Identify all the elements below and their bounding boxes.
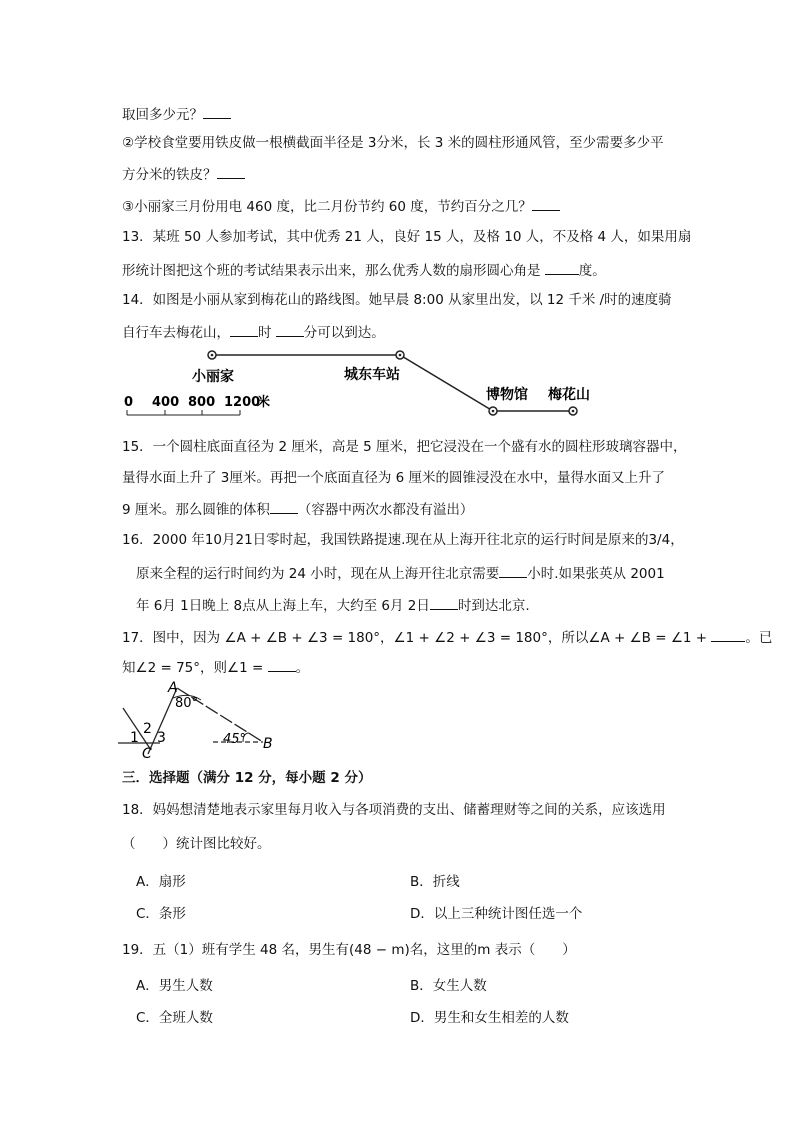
q18-option-b[interactable]: B．折线 [410, 874, 460, 890]
q15-line-1: 15．一个圆柱底面直径为 2 厘米，高是 5 厘米，把它浸没在一个盛有水的圆柱形玻璃容器中， [122, 439, 687, 455]
scale-800: 800 [188, 395, 216, 410]
answer-blank[interactable] [499, 563, 527, 578]
section-3-heading: 三．选择题（满分 12 分，每小题 2 分） [122, 770, 372, 786]
vertex-a: A [168, 680, 178, 696]
q14-line-1: 14．如图是小丽从家到梅花山的路线图。她早晨 8:00 从家里出发，以 12 千米 /时的速度骑 [122, 292, 672, 308]
angle-3: 3 [157, 730, 166, 746]
q16-line-1: 16．2000 年10月21日零时起，我国铁路提速.现在从上海开往北京的运行时间是原来的3/4， [122, 532, 684, 548]
line-1: 取回多少元？ [122, 104, 231, 124]
answer-blank[interactable] [532, 196, 560, 211]
q15-line-2: 量得水面上升了 3厘米。再把一个底面直径为 6 厘米的圆锥浸没在水中，量得水面又上升了 [122, 470, 666, 486]
scale-bar [124, 394, 270, 415]
q19-option-c[interactable]: C．全班人数 [136, 1010, 213, 1026]
q18-option-d[interactable]: D．以上三种统计图任选一个 [410, 906, 583, 922]
line-3: 方分米的铁皮？ [122, 164, 245, 184]
scale-1200: 1200 [224, 395, 261, 410]
answer-blank[interactable] [545, 260, 579, 275]
museum-label: 博物馆 [486, 387, 528, 403]
scale-0: 0 [124, 395, 134, 410]
answer-blank[interactable] [270, 499, 298, 514]
answer-blank[interactable] [276, 322, 304, 337]
angle-1: 1 [130, 730, 139, 746]
q18-option-c[interactable]: C．条形 [136, 906, 186, 922]
home-label: 小丽家 [192, 369, 234, 385]
mountain-label: 梅花山 [548, 387, 590, 403]
answer-blank[interactable] [268, 657, 296, 672]
answer-blank[interactable] [430, 595, 458, 610]
angle-figure [115, 680, 285, 760]
angle-80: 80° [175, 696, 199, 711]
route-map [110, 345, 610, 425]
q19-option-d[interactable]: D．男生和女生相差的人数 [410, 1010, 569, 1026]
q16-line-3: 年 6月 1日晚上 8点从上海上车，大约至 6月 2日 时到达北京. [136, 595, 530, 615]
angle-45: 45° [223, 732, 247, 747]
q18-option-a[interactable]: A．扇形 [136, 874, 186, 890]
q17-line-1: 17．图中，因为 ∠A + ∠B + ∠3 = 180°，∠1 + ∠2 + ∠3 = 180°，所以∠A + ∠B = ∠1 + 。已 [122, 627, 772, 647]
line-2: ②学校食堂要用铁皮做一根横截面半径是 3分米，长 3 米的圆柱形通风管，至少需要多少平 [122, 135, 664, 151]
q18-line-2: （ ）统计图比较好。 [122, 836, 271, 852]
station-label: 城东车站 [344, 367, 400, 383]
scale-unit: 米 [257, 395, 271, 410]
q19-line: 19．五（1）班有学生 48 名，男生有(48 − m)名，这里的m 表示（ ） [122, 942, 576, 958]
q17-line-2: 知∠2 = 75°，则∠1 = 。 [122, 657, 309, 677]
q15-line-3: 9 厘米。那么圆锥的体积 （容器中两次水都没有溢出） [122, 499, 473, 519]
answer-blank[interactable] [711, 627, 745, 642]
vertex-c: C [142, 746, 152, 760]
q13-line-1: 13．某班 50 人参加考试，其中优秀 21 人，良好 15 人，及格 10 人，不及格 4 人，如果用扇 [122, 229, 692, 245]
q18-line-1: 18．妈妈想清楚地表示家里每月收入与各项消费的支出、储蓄理财等之间的关系，应该选用 [122, 802, 666, 818]
q13-line-2: 形统计图把这个班的考试结果表示出来，那么优秀人数的扇形圆心角是 度。 [122, 260, 606, 280]
q19-option-b[interactable]: B．女生人数 [410, 978, 487, 994]
answer-blank[interactable] [203, 104, 231, 119]
answer-blank[interactable] [217, 164, 245, 179]
q16-line-2: 原来全程的运行时间约为 24 小时，现在从上海开往北京需要 小时.如果张英从 2001 [136, 563, 665, 583]
vertex-b: B [263, 736, 273, 752]
line-4: ③小丽家三月份用电 460 度，比二月份节约 60 度，节约百分之几？ [122, 196, 560, 216]
q19-option-a[interactable]: A．男生人数 [136, 978, 213, 994]
scale-400: 400 [152, 395, 180, 410]
angle-2: 2 [143, 721, 152, 737]
answer-blank[interactable] [230, 322, 258, 337]
q14-line-2: 自行车去梅花山， 时 分可以到达。 [122, 322, 385, 342]
